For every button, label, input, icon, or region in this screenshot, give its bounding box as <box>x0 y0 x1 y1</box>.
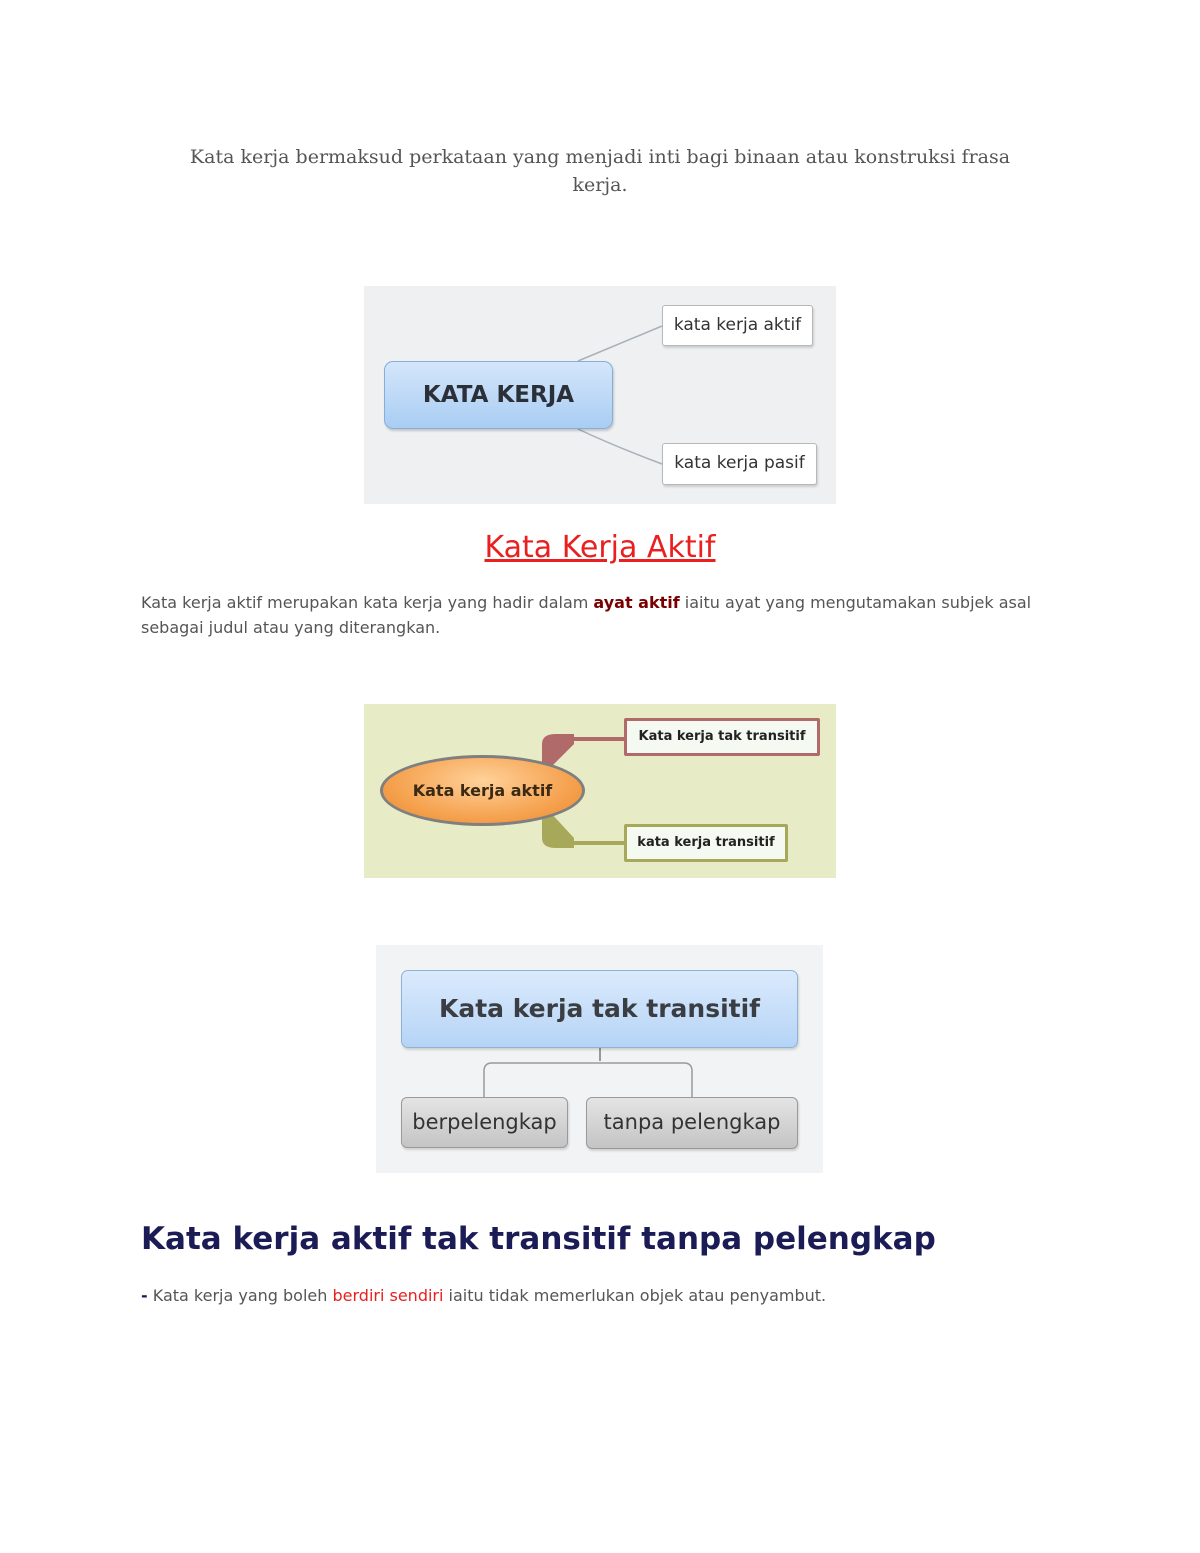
para-text-after: iaitu ayat yang mengutamakan subjek asal sebagai judul atau yang diterangkan. <box>141 593 1032 637</box>
child-node-tanpa-pelengkap: tanpa pelengkap <box>586 1097 798 1149</box>
paragraph-kata-kerja-aktif <box>141 590 1041 640</box>
child-node-tak-transitif: Kata kerja tak transitif <box>624 718 820 756</box>
child-node-berpelengkap: berpelengkap <box>401 1097 568 1148</box>
para2-text-before: Kata kerja yang boleh <box>147 1286 333 1305</box>
kata-kerja-aktif-mindmap <box>364 704 836 878</box>
keyword-berdiri-sendiri: berdiri sendiri <box>332 1286 444 1305</box>
keyword-ayat-aktif: ayat aktif <box>593 593 680 612</box>
child-node-transitif: kata kerja transitif <box>624 824 788 862</box>
intro-line-1: Kata kerja bermaksud perkataan yang menjadi inti bagi binaan atau konstruksi frasa <box>189 146 1011 168</box>
heading-kata-kerja-aktif[interactable]: Kata Kerja Aktif <box>484 530 716 565</box>
intro-line-2: kerja. <box>572 174 628 196</box>
para2-text-after: iaitu tidak memerlukan objek atau penyambut. <box>443 1286 827 1305</box>
child-node-kata-kerja-aktif: kata kerja aktif <box>662 305 813 346</box>
paragraph-tanpa-pelengkap <box>141 1283 1091 1308</box>
top-node-tak-transitif: Kata kerja tak transitif <box>401 970 798 1048</box>
bullet-dash: - <box>141 1286 148 1305</box>
central-node-kata-kerja: KATA KERJA <box>384 361 613 429</box>
para-text-before: Kata kerja aktif merupakan kata kerja yang hadir dalam <box>141 593 594 612</box>
child-node-kata-kerja-pasif: kata kerja pasif <box>662 443 817 485</box>
intro-paragraph <box>150 143 1050 199</box>
tak-transitif-tree-diagram <box>376 945 823 1173</box>
central-node-kata-kerja-aktif: Kata kerja aktif <box>380 755 585 826</box>
heading-tak-transitif-tanpa-pelengkap: Kata kerja aktif tak transitif tanpa pelengkap <box>141 1221 936 1257</box>
kata-kerja-mindmap <box>364 286 836 504</box>
